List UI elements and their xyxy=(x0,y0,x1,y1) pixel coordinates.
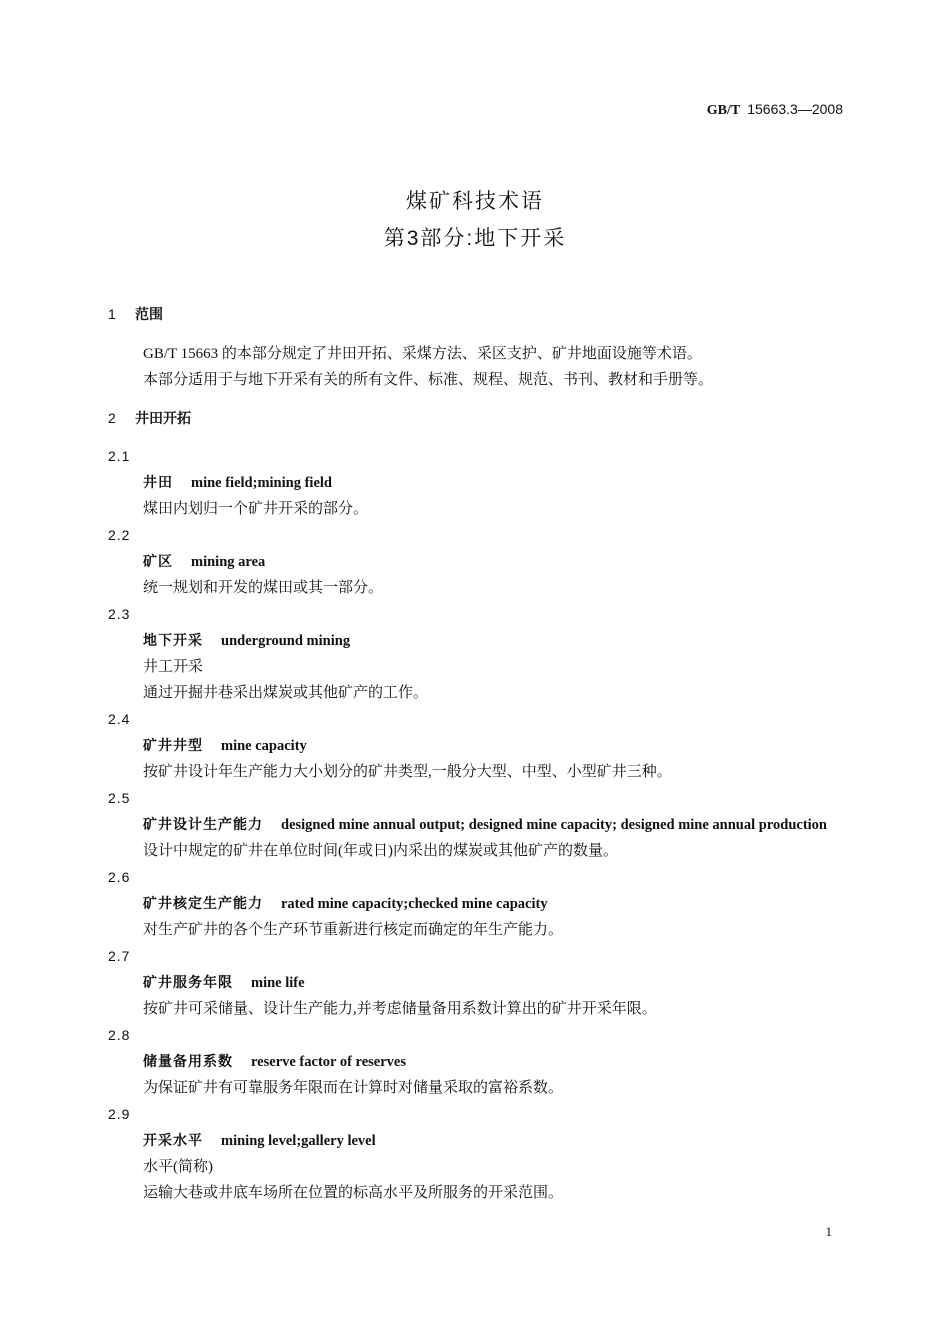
term-line xyxy=(108,969,843,996)
term-entry xyxy=(108,943,843,1022)
term-definition: 按矿井可采储量、设计生产能力,并考虑储量备用系数计算出的矿井开采年限。 xyxy=(143,1001,657,1017)
term-english: mine capacity xyxy=(221,738,307,754)
term-entry xyxy=(108,785,843,864)
term-definition: 统一规划和开发的煤田或其一部分。 xyxy=(143,580,384,596)
term-entry xyxy=(108,706,843,785)
term-english: rated mine capacity;checked mine capacity xyxy=(281,896,548,912)
term-definition: 通过开掘井巷采出煤炭或其他矿产的工作。 xyxy=(143,685,429,701)
doc-subtitle: 第3部分:地下开采 xyxy=(383,227,567,250)
standard-number xyxy=(707,101,843,119)
term-line xyxy=(108,469,843,496)
term-line xyxy=(108,732,843,759)
term-chinese: 矿井设计生产能力 xyxy=(143,816,263,832)
term-entry xyxy=(108,443,843,522)
term-english: designed mine annual output; designed mine capacity; designed mine annual production xyxy=(281,817,827,833)
term-number: 2.3 xyxy=(108,606,131,622)
term-number: 2.7 xyxy=(108,948,131,964)
term-english: mining level;gallery level xyxy=(221,1133,376,1149)
term-entries xyxy=(108,443,843,1206)
standard-code: 15663.3—2008 xyxy=(747,101,843,117)
page-number: 1 xyxy=(825,1224,832,1239)
term-chinese: 储量备用系数 xyxy=(143,1053,233,1069)
term-line xyxy=(108,548,843,575)
term-number: 2.8 xyxy=(108,1027,131,1043)
scope-paragraph: GB/T 15663 的本部分规定了井田开拓、采煤方法、采区支护、矿井地面设施等术语。 xyxy=(143,346,702,362)
term-alternative: 井工开采 xyxy=(143,659,204,675)
term-chinese: 开采水平 xyxy=(143,1132,203,1148)
term-english: mine life xyxy=(251,975,305,991)
term-entry xyxy=(108,1101,843,1206)
term-chinese: 地下开采 xyxy=(143,632,203,648)
term-english: mining area xyxy=(191,554,266,570)
term-entry xyxy=(108,522,843,601)
section-number: 2 xyxy=(108,410,116,426)
term-english: reserve factor of reserves xyxy=(251,1054,406,1070)
term-definition: 设计中规定的矿井在单位时间(年或日)内采出的煤炭或其他矿产的数量。 xyxy=(143,843,618,859)
term-line xyxy=(108,1048,843,1075)
term-number: 2.6 xyxy=(108,869,131,885)
term-entry xyxy=(108,864,843,943)
term-chinese: 矿区 xyxy=(143,553,173,569)
term-alternative: 水平(简称) xyxy=(143,1159,213,1175)
doc-title: 煤矿科技术语 xyxy=(406,190,544,213)
term-definition: 运输大巷或井底车场所在位置的标高水平及所服务的开采范围。 xyxy=(143,1185,564,1201)
term-chinese: 井田 xyxy=(143,474,173,490)
term-entry xyxy=(108,601,843,706)
term-definition: 按矿井设计年生产能力大小划分的矿井类型,一般分大型、中型、小型矿井三种。 xyxy=(143,764,672,780)
term-line xyxy=(108,627,843,654)
section-heading-scope xyxy=(108,304,163,324)
term-definition: 为保证矿井有可靠服务年限而在计算时对储量采取的富裕系数。 xyxy=(143,1080,564,1096)
section-title: 范围 xyxy=(135,306,163,322)
term-chinese: 矿井核定生产能力 xyxy=(143,895,263,911)
section-title: 井田开拓 xyxy=(135,410,191,426)
term-number: 2.9 xyxy=(108,1106,131,1122)
term-chinese: 矿井井型 xyxy=(143,737,203,753)
term-entry xyxy=(108,1022,843,1101)
term-line xyxy=(108,811,843,838)
term-english: mine field;mining field xyxy=(191,475,332,491)
term-line xyxy=(108,1127,843,1154)
section-heading-development xyxy=(108,408,191,428)
term-definition: 对生产矿井的各个生产环节重新进行核定而确定的年生产能力。 xyxy=(143,922,564,938)
standard-prefix: GB/T xyxy=(706,103,741,118)
scope-paragraph: 本部分适用于与地下开采有关的所有文件、标准、规程、规范、书刊、教材和手册等。 xyxy=(143,372,714,388)
term-number: 2.5 xyxy=(108,790,131,806)
term-definition: 煤田内划归一个矿井开采的部分。 xyxy=(143,501,369,517)
term-number: 2.2 xyxy=(108,527,131,543)
term-number: 2.4 xyxy=(108,711,131,727)
section-number: 1 xyxy=(108,306,116,322)
term-chinese: 矿井服务年限 xyxy=(143,974,233,990)
term-number: 2.1 xyxy=(108,448,131,464)
term-english: underground mining xyxy=(221,633,351,649)
term-line xyxy=(108,890,843,917)
